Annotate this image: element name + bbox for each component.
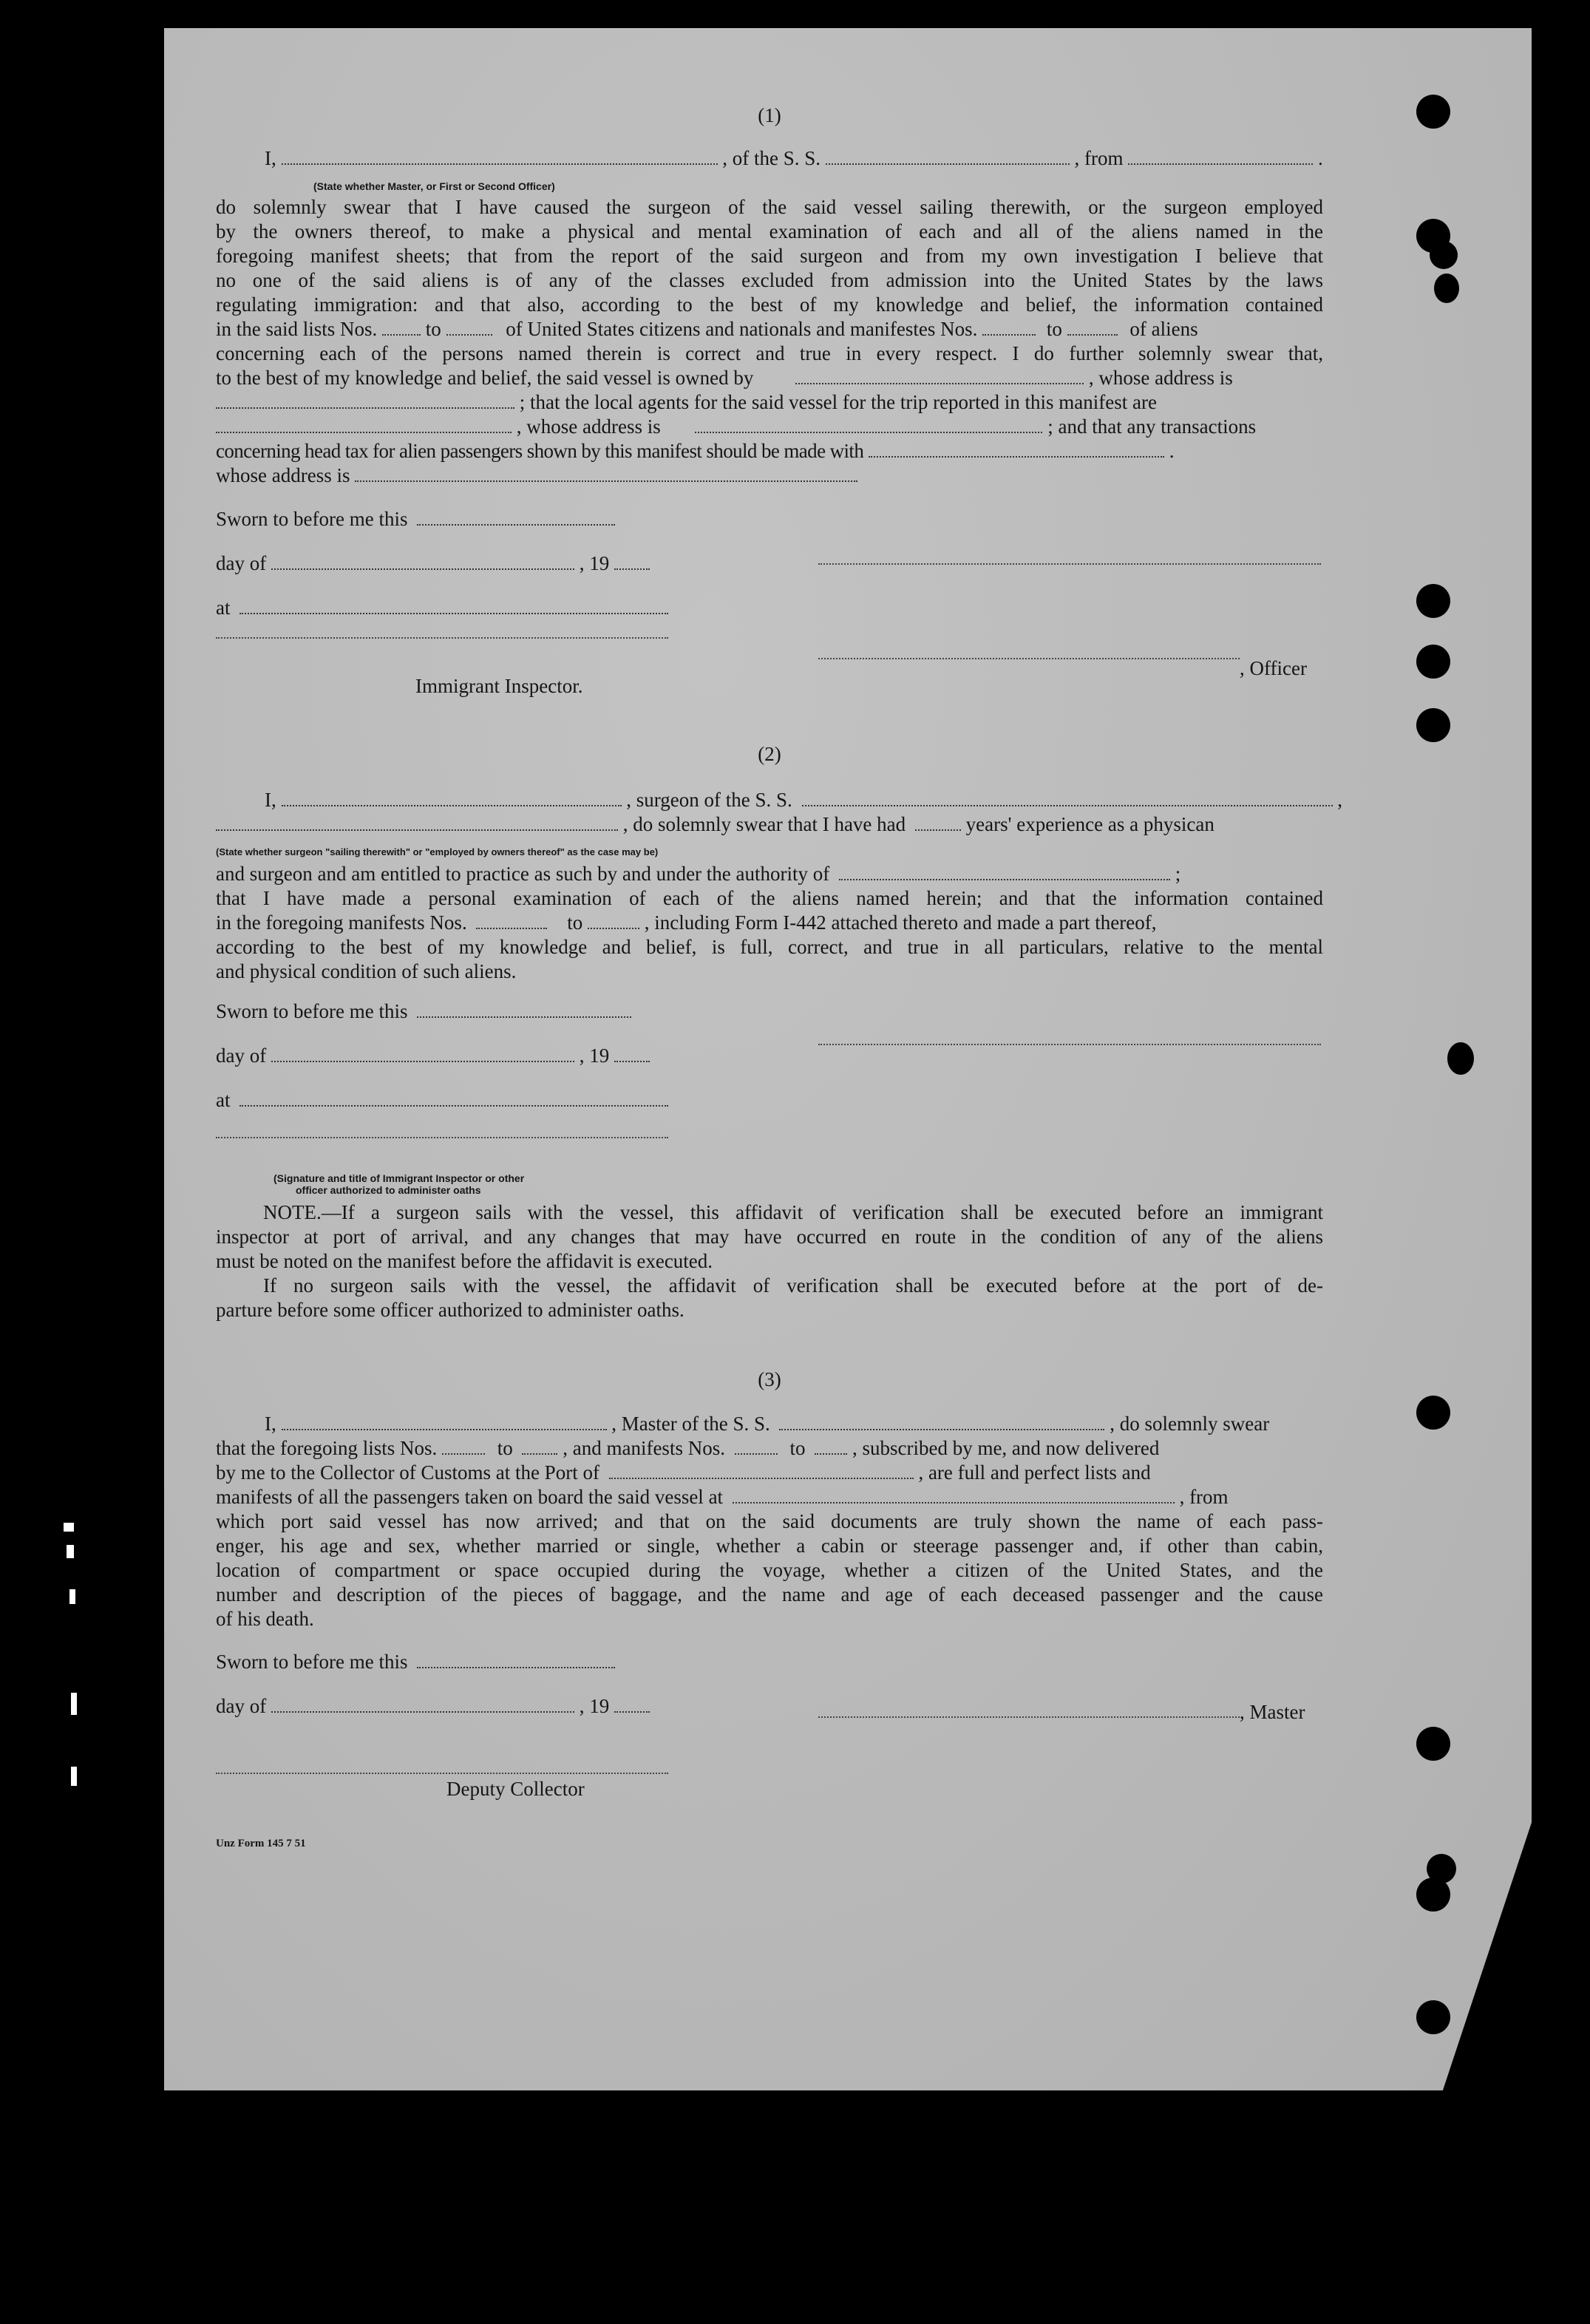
vessel-name-field[interactable] [779,1413,1104,1430]
place-field[interactable] [239,597,668,614]
section1-intro-line: I, , of the S. S. , from . [265,147,1323,169]
year-field[interactable] [614,1044,650,1062]
note-paragraph: NOTE.—If a surgeon sails with the vessel, this affidavit of verification shall be executed before an immigrant inspector at port of arrival, and any changes that may have occurred en route in the condition of any of the aliens must be noted on the manifest before the affidavit is executed. If no surgeon sails with the vessel, the affidavit of verification shall be executed before at the port of de- parture before some officer authorized to administer oaths. [216,1201,1323,1321]
binder-hole [1416,708,1450,742]
binder-hole [1416,95,1450,129]
sworn-line: Sworn to before me this [216,507,1323,532]
edge-fragment [71,1693,77,1715]
at-line: at [216,596,1323,621]
binder-hole [1416,1878,1450,1912]
field-note: (State whether surgeon "sailing therewith" or "employed by owners thereof" as the case may be) [216,846,659,857]
sworn-date-field[interactable] [417,1651,615,1668]
officer-label: , Officer [1240,657,1307,679]
collector-signature-line[interactable] [216,1773,668,1774]
sworn-line: Sworn to before me this [216,1650,1323,1675]
sworn-line: Sworn to before me this [216,999,1323,1025]
month-field[interactable] [271,1044,574,1062]
day-of-line: day of , 19 [216,1044,1323,1069]
section1-lists-line: in the said lists Nos. to of United States citizens and nationals and manifestes Nos. to of aliens [216,318,1198,340]
years-experience-field[interactable] [915,813,961,831]
master-label: , Master [1240,1701,1305,1723]
year-field[interactable] [614,1695,650,1713]
binder-hole [1416,1727,1450,1761]
sworn-date-field[interactable] [417,1000,631,1018]
authority-field[interactable] [839,863,1170,880]
place-field[interactable] [239,1089,668,1107]
lists-from-field[interactable] [382,318,421,336]
embarkation-port-field[interactable] [733,1486,1175,1504]
vessel-name-field[interactable] [826,147,1070,165]
surgeon-name-field[interactable] [282,789,622,806]
signature-note: officer authorized to administer oaths [296,1184,481,1196]
signature-note: (Signature and title of Immigrant Inspector or other [274,1172,525,1184]
agents-field[interactable] [216,415,512,433]
month-field[interactable] [271,552,574,570]
surgeon-type-field[interactable] [216,813,618,831]
manifests-to-field[interactable] [1067,318,1118,336]
owner-address-field[interactable] [216,391,514,409]
binder-hole [1447,1042,1474,1075]
deputy-collector-label: Deputy Collector [446,1778,585,1800]
vessel-name-field[interactable] [802,789,1333,806]
lists-from-field[interactable] [442,1437,485,1455]
binder-hole [1430,241,1458,269]
sworn-date-field[interactable] [417,508,615,526]
section1-headtax-line: concerning head tax for alien passengers shown by this manifest should be made with . [216,440,1175,462]
field-note: (State whether Master, or First or Second Officer) [313,180,555,192]
binder-hole [1416,645,1450,679]
section2-paragraph-2: according to the best of my knowledge and belief, is full, correct, and true in all particulars, relative to the mental and physical condition of such aliens. [216,936,1323,982]
headtax-field[interactable] [869,440,1164,458]
manifests-to-field[interactable] [815,1437,847,1455]
section2-paragraph: that I have made a personal examination of each of the aliens named herein; and that the information contained [216,887,1323,909]
master-name-field[interactable] [282,1413,607,1430]
section3-line1: I, , Master of the S. S. , do solemnly swear [265,1413,1270,1435]
lists-to-field[interactable] [446,318,492,336]
manifests-from-field[interactable] [982,318,1036,336]
edge-fragment [64,1523,74,1532]
master-signature-line[interactable] [818,563,1321,565]
manifests-to-field[interactable] [588,911,639,929]
manifests-from-field[interactable] [735,1437,778,1455]
section2-line2: , do solemnly swear that I have had years' experience as a physican [216,812,1323,837]
edge-fragment [71,1767,77,1786]
inspector-signature-line[interactable] [216,637,668,639]
section3-line4: manifests of all the passengers taken on board the said vessel at , from [216,1486,1229,1508]
section1-paragraph-2: concerning each of the persons named therein is correct and true in every respect. I do further solemnly swear that, [216,342,1323,364]
officer-signature-line[interactable] [818,658,1240,659]
section2-line1: I, , surgeon of the S. S. , [265,789,1343,811]
section-number: (2) [758,743,781,765]
binder-hole [1416,1396,1450,1430]
from-port-field[interactable] [1128,147,1313,165]
inspector-signature-line[interactable] [216,1137,668,1138]
port-field[interactable] [609,1461,914,1479]
section1-owned-line: to the best of my knowledge and belief, the said vessel is owned by , whose address is [216,367,1233,389]
section3-line2: that the foregoing lists Nos. to , and manifests Nos. to , subscribed by me, and now delivered [216,1437,1160,1459]
owner-field[interactable] [795,367,1084,384]
section-number: (1) [758,104,781,126]
section3-line3: by me to the Collector of Customs at the Port of , are full and perfect lists and [216,1461,1151,1484]
inspector-label: Immigrant Inspector. [415,675,583,697]
year-field[interactable] [614,552,650,570]
section2-authority-line: and surgeon and am entitled to practice as such by and under the authority of ; [216,863,1181,885]
edge-fragment [67,1545,74,1558]
section1-paragraph: do solemnly swear that I have caused the surgeon of the said vessel sailing therewith, or the surgeon employed by the owners thereof, to make a physical and mental examination of each and all of the aliens named in the foregoing manifest sheets; that from the report of the said surgeon and from my own investigation I believe that no one of the said aliens is of any of the classes excluded from admission into the United States by the laws regulating immigration: and that also, according to the best of my knowledge and belief, the information contained [216,196,1323,316]
manifests-from-field[interactable] [476,911,547,929]
section2-manifests-line: in the foregoing manifests Nos. to , including Form I-442 attached thereto and made a part thereof, [216,911,1157,934]
section-number: (3) [758,1368,781,1390]
section1-whose-address-line: whose address is [216,463,1323,489]
binder-hole [1416,584,1450,618]
binder-hole [1416,2000,1450,2034]
headtax-address-field[interactable] [355,464,857,482]
agents-address-field[interactable] [695,415,1042,433]
binder-hole [1434,273,1459,303]
section1-agents-line: ; that the local agents for the said vessel for the trip reported in this manifest are [216,390,1323,415]
lists-to-field[interactable] [522,1437,557,1455]
form-number: Unz Form 145 7 51 [216,1838,306,1849]
edge-fragment [69,1589,75,1604]
day-of-line: day of , 19 [216,551,1323,577]
surgeon-signature-line[interactable] [818,1044,1321,1045]
section1-agent-address-line: , whose address is ; and that any transactions [216,415,1323,440]
month-field[interactable] [271,1695,574,1713]
section3-paragraph: which port said vessel has now arrived; and that on the said documents are truly shown the name of each pass- enger, his age and sex, whether married or single, whether a cabin or steerage passenger and, if other than cabin, location of compartment or space occupied during the voyage, whether a citizen of the United States, and the number and description of the pieces of baggage, and the name and age of each deceased passenger and the cause of his death. [216,1510,1323,1630]
day-of-line: day of , 19 [216,1694,1323,1719]
master-signature-line[interactable] [818,1716,1240,1718]
master-name-field[interactable] [282,147,718,165]
at-line: at [216,1088,1323,1113]
